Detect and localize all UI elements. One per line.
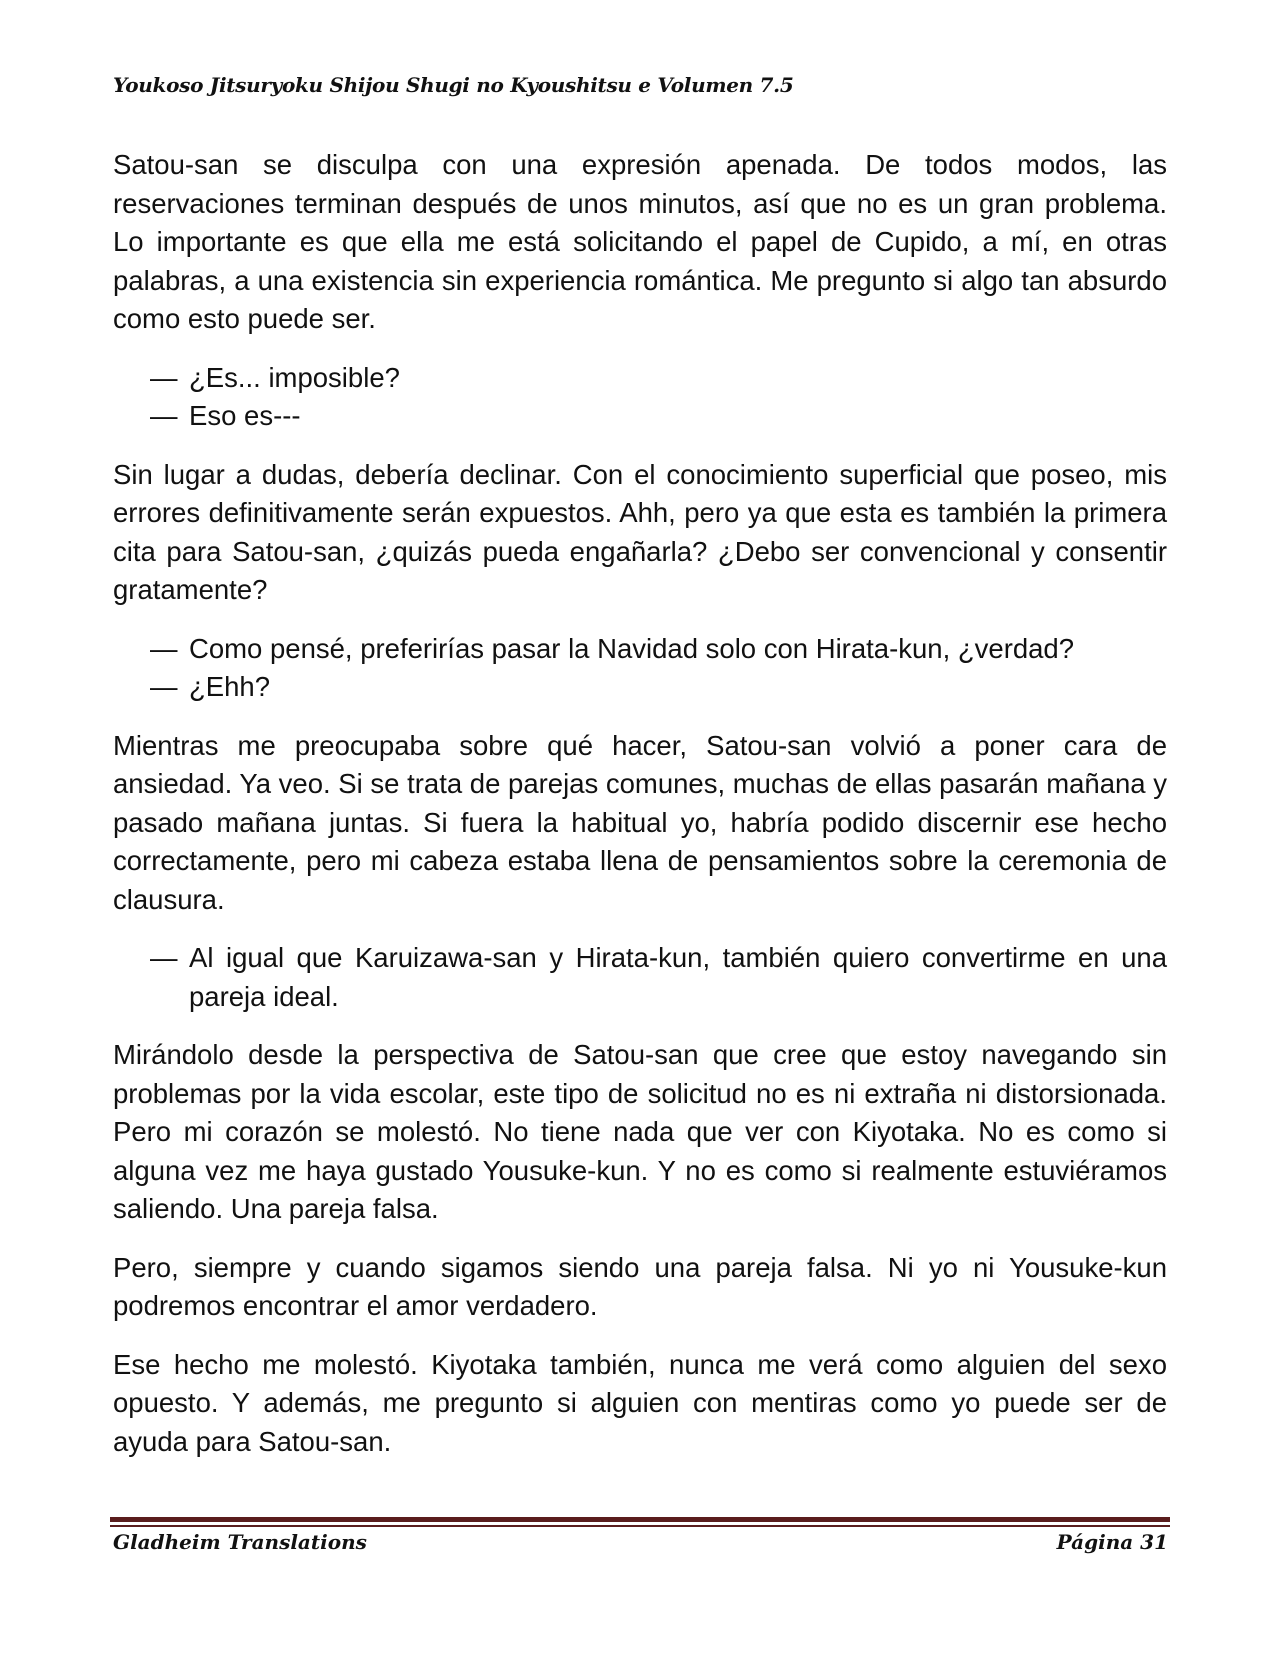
paragraph: Pero, siempre y cuando sigamos siendo una pareja falsa. Ni yo ni Yousuke-kun podremos encontrar el amor verdadero.: [113, 1251, 1167, 1321]
dialog-text: Al igual que Karuizawa-san y Hirata-kun, también quiero convertirme en una pareja ideal.: [189, 942, 1167, 1012]
dialog-group: [113, 939, 1167, 1016]
dialog-text: ¿Ehh?: [189, 671, 271, 702]
dialog-line: [113, 630, 1167, 669]
footer-page-number: Página 31: [1056, 1530, 1168, 1554]
document-body: [113, 146, 1167, 1481]
page-header-title: Youkoso Jitsuryoku Shijou Shugi no Kyoushitsu e Volumen 7.5: [113, 73, 794, 97]
em-dash: —: [150, 632, 178, 664]
footer-translator-credit: Gladheim Translations: [113, 1530, 367, 1554]
dialog-group: [113, 630, 1167, 707]
dialog-line: [113, 939, 1167, 1016]
paragraph: Ese hecho me molestó. Kiyotaka también, nunca me verá como alguien del sexo opuesto. Y además, me pregunto si alguien con mentiras como yo puede ser de ayuda para Satou-san.: [113, 1348, 1167, 1457]
em-dash: —: [150, 671, 178, 702]
dialog-group: [113, 359, 1167, 436]
footer-divider-thick: [110, 1517, 1170, 1522]
paragraph: Satou-san se disculpa con una expresión apenada. De todos modos, las reservaciones terminan después de unos minutos, así que no es un gran problema. Lo importante es que ella me está solicitando el papel de Cupido, a mí, en otras palabras, a una existencia sin experiencia romántica. Me pregunto si algo tan absurdo como esto puede ser.: [113, 149, 1167, 334]
dialog-line: [113, 359, 1167, 398]
paragraph: Sin lugar a dudas, debería declinar. Con el conocimiento superficial que poseo, mis errores definitivamente serán expuestos. Ahh, pero ya que esta es también la primera cita para Satou-san, ¿quizás pueda engañarla? ¿Debo ser convencional y consentir gratamente?: [113, 458, 1167, 605]
dialog-line: [113, 397, 1167, 436]
dialog-text: ¿Es... imposible?: [189, 361, 400, 393]
footer-divider-thin: [110, 1525, 1170, 1527]
em-dash: —: [150, 942, 178, 973]
dialog-text: Eso es---: [189, 400, 301, 431]
em-dash: —: [150, 400, 178, 431]
paragraph: Mirándolo desde la perspectiva de Satou-san que cree que estoy navegando sin problemas por la vida escolar, este tipo de solicitud no es ni extraña ni distorsionada. Pero mi corazón se molestó. No tiene nada que ver con Kiyotaka. No es como si alguna vez me haya gustado Yousuke-kun. Y no es como si realmente estuviéramos saliendo. Una pareja falsa.: [113, 1039, 1167, 1224]
dialog-text: Como pensé, preferirías pasar la Navidad solo con Hirata-kun, ¿verdad?: [189, 632, 1075, 664]
dialog-line: [113, 668, 1167, 707]
paragraph: Mientras me preocupaba sobre qué hacer, Satou-san volvió a poner cara de ansiedad. Ya veo. Si se trata de parejas comunes, muchas de ellas pasarán mañana y pasado mañana juntas. Si fuera la habitual yo, habría podido discernir ese hecho correctamente, pero mi cabeza estaba llena de pensamientos sobre la ceremonia de clausura.: [113, 729, 1167, 915]
em-dash: —: [150, 361, 178, 393]
